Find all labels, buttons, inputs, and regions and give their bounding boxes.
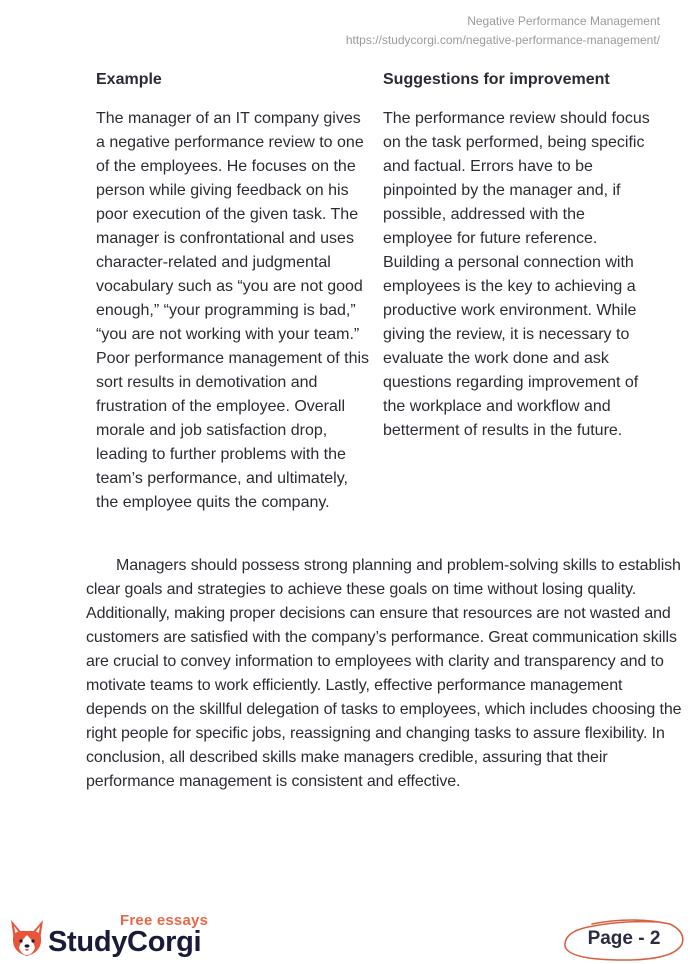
logo-tagline: Free essays [120,912,209,929]
suggestions-body: The performance review should focus on the task performed, being specific and factual. Errors have to be pinpointed by the manager and, if possible, addressed with the employee for future reference. Building a personal connection with employees is the key to achieving a productive work environment. While giving the review, it is necessary to evaluate the work done and ask questions regarding improvement of the workplace and workflow and betterment of results in the future. [383,110,650,439]
corgi-icon [8,918,46,958]
suggestions-column [383,68,653,443]
example-heading: Example [96,71,162,88]
page-number-badge [562,918,686,962]
example-body: The manager of an IT company gives a negative performance review to one of the employees. He focuses on the person while giving feedback on his poor execution of the given task. The manager is confrontational and uses character-related and judgmental vocabulary such as “you are not good enough,” “your programming is bad,” “you are not working with your team.” Poor performance management of this sort results in demotivation and frustration of the employee. Overall morale and job satisfaction drop, leading to further problems with the team’s performance, and ultimately, the employee quits the company. [96,110,370,511]
page-label: Page - 2 [587,928,661,949]
page-header [346,12,660,50]
logo-wordmark: StudyCorgi [48,926,202,958]
studycorgi-logo[interactable] [8,910,228,958]
document-url: https://studycorgi.com/negative-performance-management/ [345,33,660,47]
example-column [96,68,371,515]
suggestions-heading: Suggestions for improvement [383,71,610,88]
document-title: Negative Performance Management [467,14,660,28]
body-paragraph: Managers should possess strong planning and problem-solving skills to establish clear goals and strategies to achieve these goals on time without losing quality. Additionally, making proper decisions can ensure that resources are not wasted and customers are satisfied with the company’s performance. Great communication skills are crucial to convey information to employees with clarity and transparency and to motivate teams to work efficiently. Lastly, effective performance management depends on the skillful delegation of tasks to employees, which includes choosing the right people for specific jobs, reassigning and changing tasks to assure flexibility. In conclusion, all described skills make managers credible, assuring that their performance management is consistent and effective. [86,557,682,790]
